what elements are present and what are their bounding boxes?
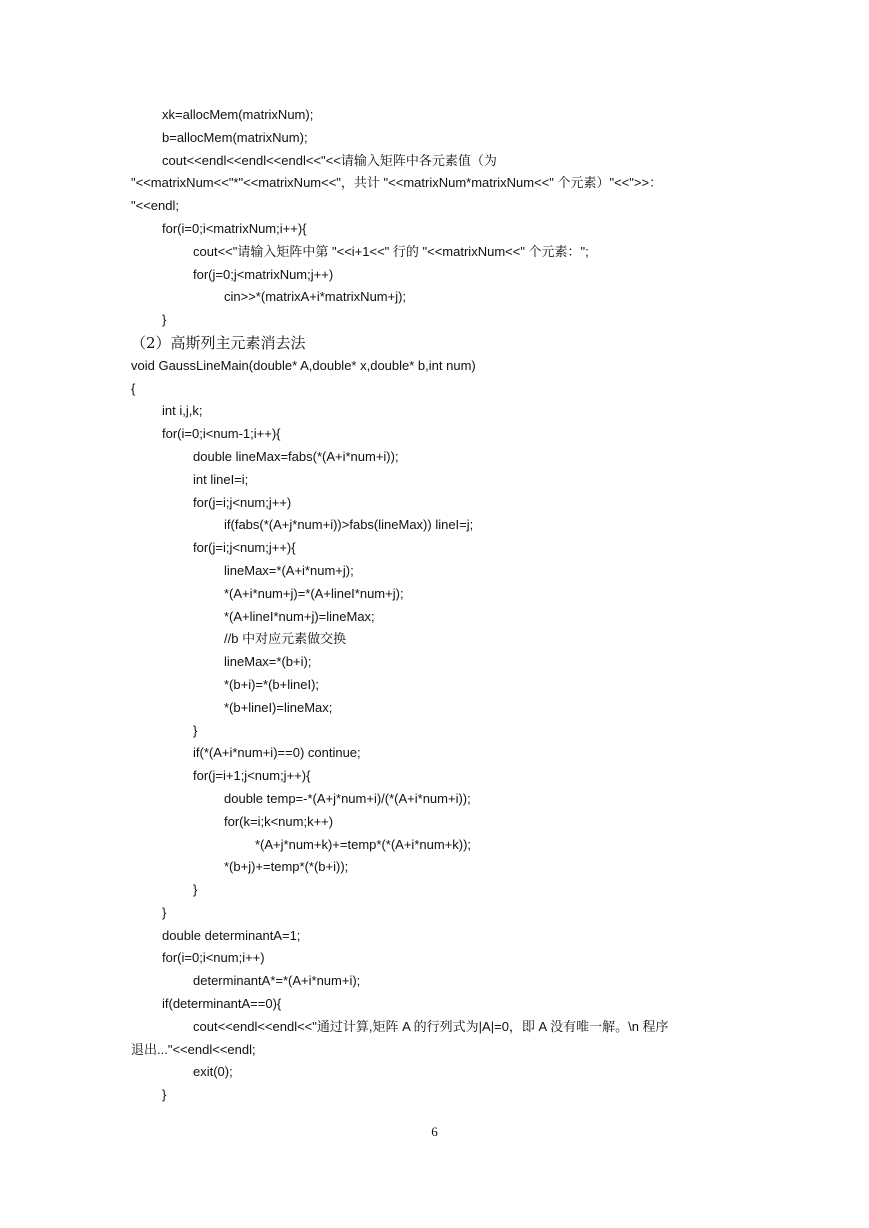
code-line: *(b+j)+=temp*(*(b+i));: [224, 859, 349, 875]
code-line: for(k=i;k<num;k++): [224, 813, 334, 829]
code-line: if(fabs(*(A+j*num+i))>fabs(lineMax)) lineI=j;: [224, 517, 474, 533]
code-line: if(determinantA==0){: [162, 996, 282, 1012]
code-line: void GaussLineMain(double* A,double* x,double* b,int num): [131, 357, 476, 373]
code-line: for(i=0;i<matrixNum;i++){: [162, 220, 307, 236]
section-heading: （2）高斯列主元素消去法: [131, 333, 306, 352]
code-line: *(A+i*num+j)=*(A+lineI*num+j);: [224, 585, 404, 601]
code-line: cout<<"请输入矩阵中第 "<<i+1<<" 行的 "<<matrixNum<<" 个元素：";: [193, 243, 589, 259]
code-line: //b 中对应元素做交换: [224, 631, 347, 647]
code-line: "<<matrixNum<<"*"<<matrixNum<<"，共计 "<<matrixNum*matrixNum<<" 个元素）"<<">>：: [131, 175, 663, 191]
code-line: for(i=0;i<num-1;i++){: [162, 426, 281, 442]
code-line: }: [162, 312, 167, 328]
code-line: for(j=0;j<matrixNum;j++): [193, 266, 334, 282]
code-line: *(A+j*num+k)+=temp*(*(A+i*num+k));: [255, 836, 472, 852]
code-line: int lineI=i;: [193, 471, 249, 487]
code-line: "<<endl;: [131, 198, 179, 214]
code-line: *(b+lineI)=lineMax;: [224, 699, 333, 715]
code-line: lineMax=*(A+i*num+j);: [224, 562, 354, 578]
code-line: *(b+i)=*(b+lineI);: [224, 676, 320, 692]
code-line: cout<<endl<<endl<<endl<<"<<请输入矩阵中各元素值（为: [162, 152, 497, 168]
code-line: for(i=0;i<num;i++): [162, 950, 265, 966]
code-line: 退出..."<<endl<<endl;: [131, 1041, 256, 1057]
code-line: double determinantA=1;: [162, 927, 301, 943]
code-line: *(A+lineI*num+j)=lineMax;: [224, 608, 375, 624]
code-line: cin>>*(matrixA+i*matrixNum+j);: [224, 289, 407, 305]
code-line: cout<<endl<<endl<<"通过计算,矩阵 A 的行列式为|A|=0，即 A 没有唯一解。\n 程序: [193, 1018, 669, 1034]
code-line: determinantA*=*(A+i*num+i);: [193, 973, 361, 989]
code-line: if(*(A+i*num+i)==0) continue;: [193, 745, 361, 761]
code-line: for(j=i+1;j<num;j++){: [193, 768, 311, 784]
code-line: b=allocMem(matrixNum);: [162, 129, 308, 145]
page-number: 6: [431, 1124, 438, 1139]
code-line: {: [131, 380, 136, 396]
code-line: lineMax=*(b+i);: [224, 654, 312, 670]
code-line: }: [162, 904, 167, 920]
code-line: double lineMax=fabs(*(A+i*num+i));: [193, 448, 399, 464]
code-line: double temp=-*(A+j*num+i)/(*(A+i*num+i));: [224, 790, 471, 806]
code-line: int i,j,k;: [162, 403, 203, 419]
code-line: exit(0);: [193, 1064, 233, 1080]
code-listing: [131, 104, 743, 1107]
code-line: }: [193, 722, 198, 738]
code-line: for(j=i;j<num;j++): [193, 494, 292, 510]
code-line: }: [193, 882, 198, 898]
code-line: }: [162, 1087, 167, 1103]
code-line: for(j=i;j<num;j++){: [193, 540, 296, 556]
code-line: xk=allocMem(matrixNum);: [162, 107, 314, 122]
